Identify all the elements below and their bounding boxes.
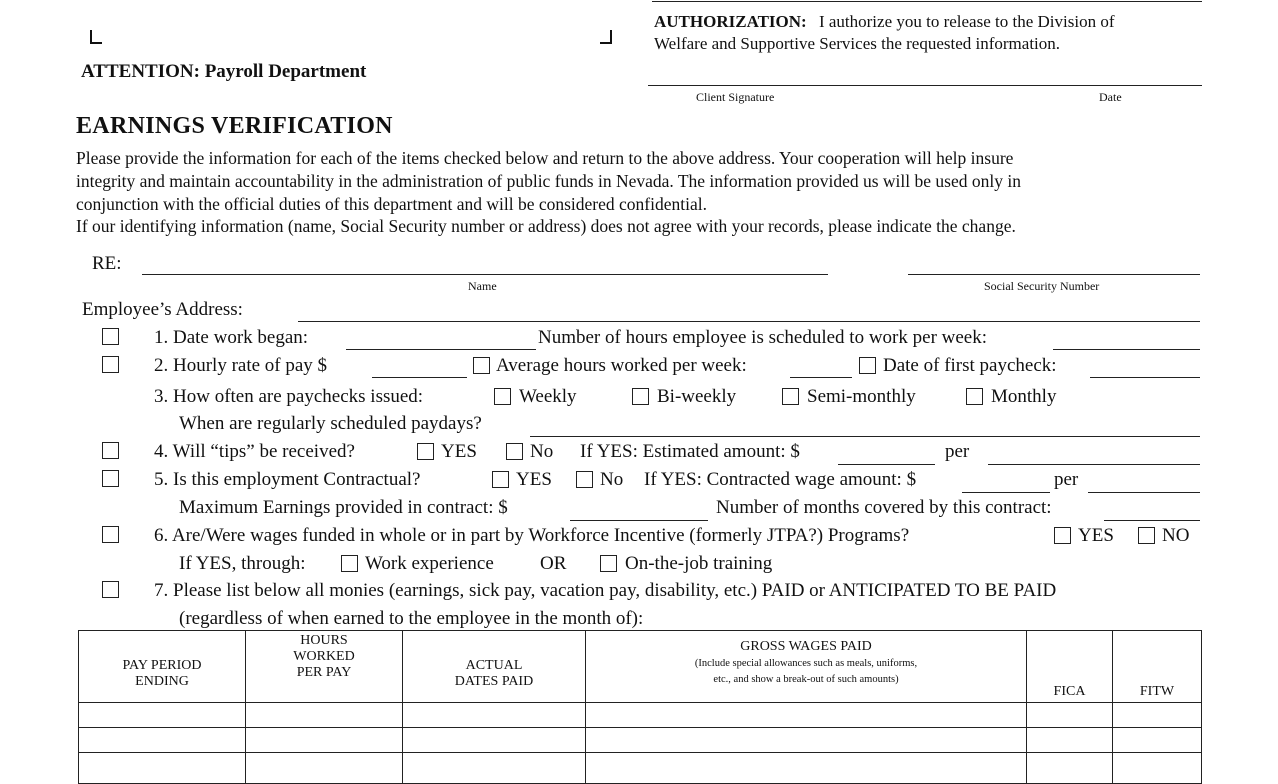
tips-amount-label: If YES: Estimated amount: $ (580, 441, 800, 462)
re-name-line[interactable] (142, 274, 828, 275)
first-paycheck-line[interactable] (1090, 377, 1200, 378)
item-2-rate-label: 2. Hourly rate of pay $ (154, 355, 328, 376)
page-title: EARNINGS VERIFICATION (76, 113, 393, 139)
item-7-monies-label: 7. Please list below all monies (earnings, sick pay, vacation pay, disability, etc.) PAID or ANTICIPATED TO BE PAID (154, 580, 1057, 601)
avg-hours-checkbox[interactable] (473, 357, 490, 374)
tips-yes-label: YES (441, 441, 477, 462)
employee-address-label: Employee’s Address: (82, 299, 243, 320)
authorization-text (654, 12, 1114, 32)
item-7-checkbox[interactable] (102, 581, 119, 598)
table-cell[interactable] (1113, 753, 1202, 784)
tips-no-label: No (530, 441, 554, 462)
funding-no-checkbox[interactable] (1138, 527, 1155, 544)
contract-per-line[interactable] (1088, 492, 1200, 493)
re-ssn-line[interactable] (908, 274, 1200, 275)
contract-no-label: No (600, 469, 624, 490)
item-1-date-line[interactable] (346, 349, 536, 350)
funding-yes-checkbox[interactable] (1054, 527, 1071, 544)
months-covered-line[interactable] (1104, 520, 1200, 521)
item-5-checkbox[interactable] (102, 470, 119, 487)
re-name-caption: Name (468, 279, 497, 293)
table-cell[interactable] (403, 728, 586, 753)
item-1-date-label: 1. Date work began: (154, 327, 309, 348)
hours-worked-header: HOURS WORKED PER PAY (246, 631, 403, 703)
work-experience-checkbox[interactable] (341, 555, 358, 572)
work-experience-label: Work experience (365, 553, 494, 574)
earnings-table (78, 630, 1202, 784)
pay-period-header: PAY PERIOD ENDING (79, 631, 246, 703)
employee-address-line[interactable] (298, 321, 1200, 322)
monthly-label: Monthly (991, 386, 1057, 407)
item-2-rate-line[interactable] (372, 377, 467, 378)
contract-no-checkbox[interactable] (576, 471, 593, 488)
table-row[interactable] (79, 703, 1202, 728)
item-5-contract-label: 5. Is this employment Contractual? (154, 469, 421, 490)
table-cell[interactable] (79, 728, 246, 753)
table-cell[interactable] (1027, 753, 1113, 784)
client-signature-caption: Client Signature (696, 90, 775, 104)
avg-hours-label: Average hours worked per week: (496, 355, 747, 376)
table-cell[interactable] (79, 703, 246, 728)
date-caption: Date (1099, 90, 1122, 104)
contract-wage-line[interactable] (962, 492, 1050, 493)
table-cell[interactable] (586, 728, 1027, 753)
item-4-tips-label: 4. Will “tips” be received? (154, 441, 355, 462)
authorization-line-1: I authorize you to release to the Division of (818, 12, 1115, 31)
paydays-line[interactable] (530, 436, 1200, 437)
semi-monthly-label: Semi-monthly (807, 386, 916, 407)
actual-dates-header: ACTUAL DATES PAID (403, 631, 586, 703)
weekly-checkbox[interactable] (494, 388, 511, 405)
item-4-checkbox[interactable] (102, 442, 119, 459)
table-cell[interactable] (246, 753, 403, 784)
table-cell[interactable] (1027, 728, 1113, 753)
table-cell[interactable] (586, 753, 1027, 784)
bi-weekly-label: Bi-weekly (657, 386, 737, 407)
address-corner-left (90, 30, 102, 44)
funding-through-label: If YES, through: (179, 553, 306, 574)
table-cell[interactable] (79, 753, 246, 784)
weekly-label: Weekly (519, 386, 577, 407)
tips-per-line[interactable] (988, 464, 1200, 465)
item-7-month-label: (regardless of when earned to the employee in the month of): (179, 608, 644, 629)
funding-yes-label: YES (1078, 525, 1114, 546)
months-covered-label: Number of months covered by this contract: (716, 497, 1052, 518)
item-1-hours-line[interactable] (1053, 349, 1200, 350)
authorization-label: AUTHORIZATION: (654, 12, 807, 31)
intro-line-3: conjunction with the official duties of this department and will be considered confidential. (76, 194, 707, 214)
item-6-funding-label: 6. Are/Were wages funded in whole or in part by Workforce Incentive (formerly JTPA?) Programs? (154, 525, 910, 546)
first-paycheck-checkbox[interactable] (859, 357, 876, 374)
authorization-line-2: Welfare and Supportive Services the requested information. (654, 34, 1061, 53)
item-3-frequency-label: 3. How often are paychecks issued: (154, 386, 424, 407)
item-2-checkbox[interactable] (102, 356, 119, 373)
or-label: OR (540, 553, 567, 574)
top-rule (652, 1, 1202, 2)
table-cell[interactable] (1027, 703, 1113, 728)
intro-line-2: integrity and maintain accountability in the administration of public funds in Nevada. The information provided us will be used only in (76, 171, 1021, 191)
table-cell[interactable] (246, 703, 403, 728)
client-signature-line[interactable] (648, 85, 1202, 86)
intro-line-1: Please provide the information for each of the items checked below and return to the above address. Your cooperation will help insure (76, 148, 1014, 168)
table-cell[interactable] (403, 753, 586, 784)
item-1-checkbox[interactable] (102, 328, 119, 345)
first-paycheck-label: Date of first paycheck: (883, 355, 1057, 376)
on-the-job-label: On-the-job training (625, 553, 773, 574)
table-row[interactable] (79, 728, 1202, 753)
item-6-checkbox[interactable] (102, 526, 119, 543)
tips-per-label: per (945, 441, 970, 462)
re-label: RE: (92, 253, 122, 274)
attention-line: ATTENTION: Payroll Department (81, 61, 367, 82)
item-1-hours-label: Number of hours employee is scheduled to work per week: (538, 327, 988, 348)
table-header-row (79, 631, 1202, 703)
contract-per-label: per (1054, 469, 1079, 490)
gross-wages-header: GROSS WAGES PAID (Include special allowances such as meals, uniforms, etc., and show a break-out of such amounts) (586, 631, 1027, 703)
address-corner-right (600, 30, 612, 44)
table-cell[interactable] (1113, 728, 1202, 753)
contract-yes-checkbox[interactable] (492, 471, 509, 488)
max-earnings-line[interactable] (570, 520, 708, 521)
monthly-checkbox[interactable] (966, 388, 983, 405)
fica-header: FICA (1027, 631, 1113, 703)
tips-no-checkbox[interactable] (506, 443, 523, 460)
table-cell[interactable] (586, 703, 1027, 728)
on-the-job-checkbox[interactable] (600, 555, 617, 572)
table-cell[interactable] (403, 703, 586, 728)
re-ssn-caption: Social Security Number (984, 279, 1100, 293)
paydays-label: When are regularly scheduled paydays? (179, 413, 482, 434)
contract-wage-label: If YES: Contracted wage amount: $ (644, 469, 917, 490)
table-cell[interactable] (1113, 703, 1202, 728)
tips-amount-line[interactable] (838, 464, 935, 465)
semi-monthly-checkbox[interactable] (782, 388, 799, 405)
bi-weekly-checkbox[interactable] (632, 388, 649, 405)
max-earnings-label: Maximum Earnings provided in contract: $ (179, 497, 508, 518)
intro-line-4: If our identifying information (name, Social Security number or address) does not agree with your records, please indicate the change. (76, 216, 1016, 236)
contract-yes-label: YES (516, 469, 552, 490)
table-cell[interactable] (246, 728, 403, 753)
funding-no-label: NO (1162, 525, 1190, 546)
tips-yes-checkbox[interactable] (417, 443, 434, 460)
avg-hours-line[interactable] (790, 377, 852, 378)
fitw-header: FITW (1113, 631, 1202, 703)
table-row[interactable] (79, 753, 1202, 784)
